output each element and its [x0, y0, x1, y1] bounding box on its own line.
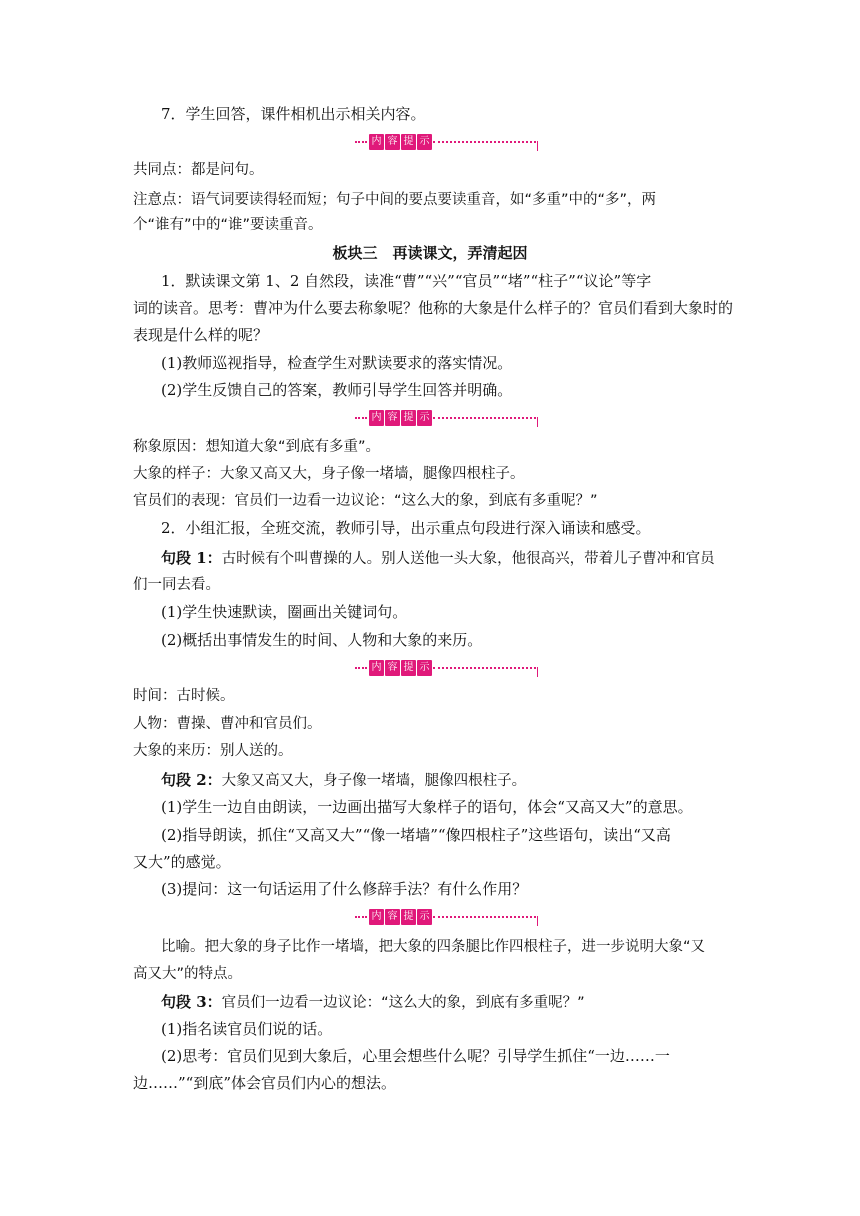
content-tip-badge: 内 容 提 示: [369, 410, 432, 426]
passage-1-sub1: (1)学生快速默读，圈画出关键词句。: [161, 603, 408, 621]
passage-2-line: [161, 770, 731, 791]
passage-2-text: 大象又高又大，身子像一堵墙，腿像四根柱子。: [221, 773, 527, 789]
passage-3-sub1: (1)指名读官员们说的话。: [161, 1020, 333, 1038]
passage-2-label: 句段 2：: [161, 771, 222, 789]
content-tip-divider: [355, 406, 540, 430]
passage-3-sub2-line2: 边……”“到底”体会官员们内心的想法。: [133, 1074, 397, 1092]
task-1-sub1: (1)教师巡视指导，检查学生对默读要求的落实情况。: [161, 354, 513, 372]
passage-2-sub3: (3)提问：这一句话运用了什么修辞手法？有什么作用？: [161, 880, 528, 898]
passage-3-text: 官员们一边看一边议论：“这么大的象，到底有多重呢？”: [221, 995, 585, 1011]
tip-note-line1: 注意点：语气词要读得轻而短；句子中间的要点要读重音，如“多重”中的“多”，两: [133, 192, 657, 208]
passage-3-label: 句段 3：: [161, 993, 222, 1011]
content-tip-badge: 内 容 提 示: [369, 660, 432, 676]
step-7: 7．学生回答，课件相机出示相关内容。: [161, 105, 426, 123]
section-heading: 板块三 再读课文，弄清起因: [332, 244, 528, 262]
passage-2-sub2-line1: (2)指导朗读，抓住“又高又大”“像一堵墙”“像四根柱子”这些语句，读出“又高: [161, 826, 671, 844]
task-1-line3: 表现是什么样的呢？: [133, 326, 269, 344]
passage-1-label: 句段 1：: [161, 549, 222, 567]
tip-officials: 官员们的表现：官员们一边看一边议论：“这么大的象，到底有多重呢？”: [133, 493, 598, 509]
tip-common-point: 共同点：都是问句。: [133, 162, 264, 178]
task-1-line1: 1．默读课文第 1、2 自然段，读准“曹”“兴”“官员”“堵”“柱子”“议论”等字: [161, 272, 652, 290]
task-2: 2．小组汇报，全班交流，教师引导，出示重点句段进行深入诵读和感受。: [161, 519, 651, 537]
content-tip-divider: [355, 130, 540, 154]
passage-1-line2: 们一同去看。: [133, 577, 220, 593]
tip-elephant-look: 大象的样子：大象又高又大，身子像一堵墙，腿像四根柱子。: [133, 466, 525, 482]
passage-1-sub2: (2)概括出事情发生的时间、人物和大象的来历。: [161, 631, 483, 649]
content-tip-divider: [355, 656, 540, 680]
tip-reason: 称象原因：想知道大象“到底有多重”。: [133, 439, 381, 455]
content-tip-badge: 内 容 提 示: [369, 134, 432, 150]
tip-time: 时间：古时候。: [133, 688, 235, 704]
passage-1-text: 古时候有个叫曹操的人。别人送他一头大象，他很高兴，带着儿子曹冲和官员: [221, 551, 715, 567]
passage-3-sub2-line1: (2)思考：官员们见到大象后，心里会想些什么呢？引导学生抓住“一边……一: [161, 1047, 670, 1065]
task-1-sub2: (2)学生反馈自己的答案，教师引导学生回答并明确。: [161, 381, 513, 399]
content-tip-badge: 内 容 提 示: [369, 909, 432, 925]
passage-3-line: [161, 992, 731, 1013]
content-tip-divider: [355, 905, 540, 929]
tip-people: 人物：曹操、曹冲和官员们。: [133, 716, 322, 732]
tip-origin: 大象的来历：别人送的。: [133, 743, 293, 759]
passage-2-sub2-line2: 又大”的感觉。: [133, 853, 231, 871]
passage-2-sub1: (1)学生一边自由朗读，一边画出描写大象样子的语句，体会“又高又大”的意思。: [161, 798, 693, 816]
tip-note-line2: 个“谁有”中的“谁”要读重音。: [133, 217, 323, 233]
passage-1-line1: [161, 548, 731, 569]
tip-metaphor-line2: 高又大”的特点。: [133, 966, 243, 982]
task-1-line2: 词的读音。思考：曹冲为什么要去称象呢？他称的大象是什么样子的？官员们看到大象时的: [133, 299, 734, 317]
tip-metaphor-line1: 比喻。把大象的身子比作一堵墙，把大象的四条腿比作四根柱子，进一步说明大象“又: [161, 939, 706, 955]
